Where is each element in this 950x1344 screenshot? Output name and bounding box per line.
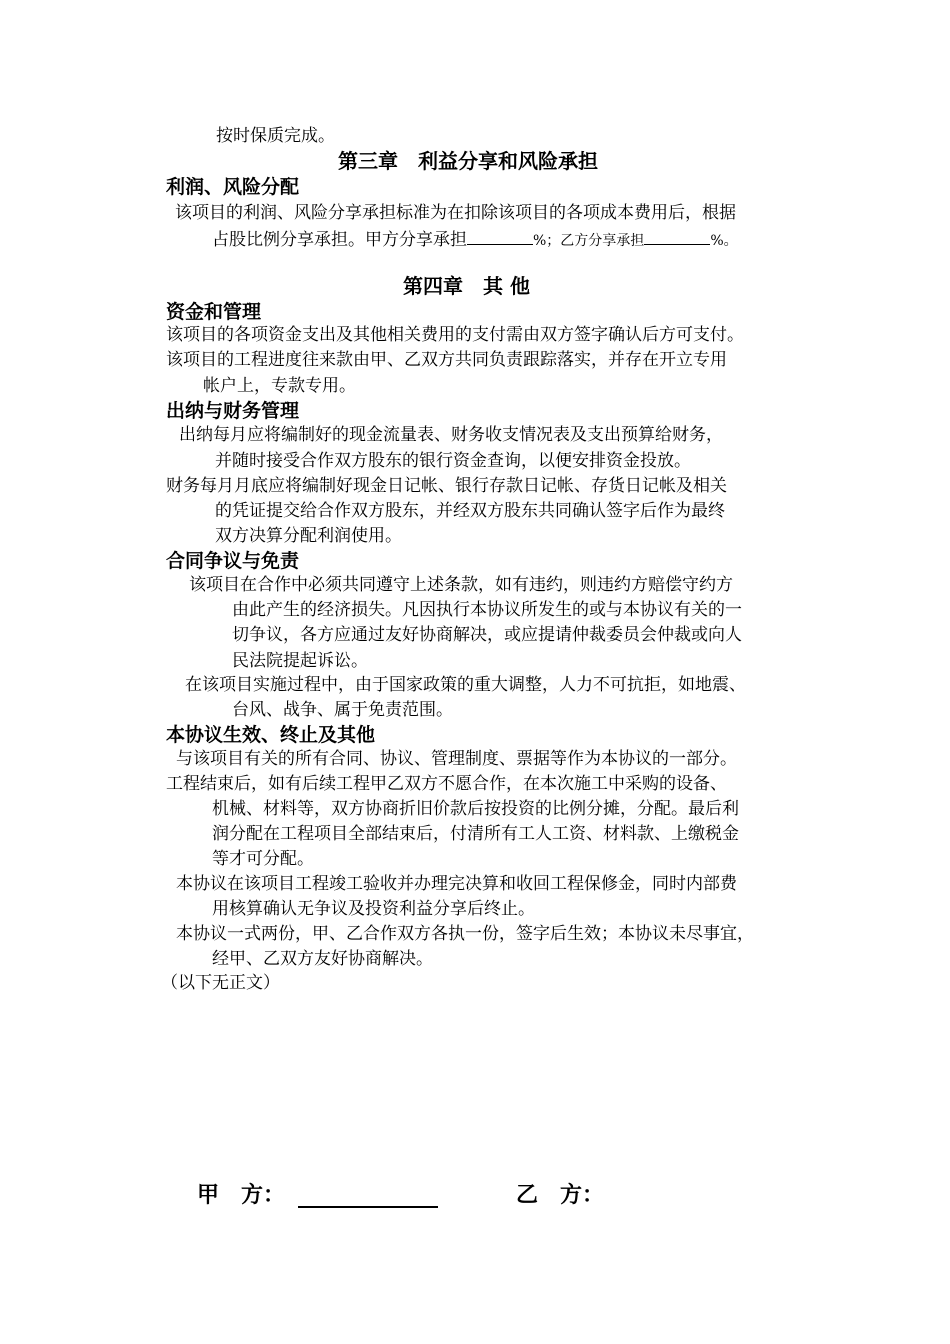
effect-line-4: 润分配在工程项目全部结束后，付清所有工人工资、材料款、上缴税金 — [212, 824, 739, 844]
heading-fund-management: 资金和管理 — [166, 301, 262, 323]
fund-line-1: 该项目的各项资金支出及其他相关费用的支付需由双方签字确认后方可支付。 — [166, 325, 744, 345]
finance-line-3: 双方决算分配利润使用。 — [215, 526, 402, 546]
line-completion: 按时保质完成。 — [216, 126, 335, 146]
cashier-line-2: 并随时接受合作双方股东的银行资金查询，以便安排资金投放。 — [215, 451, 691, 471]
party-a-share-blank[interactable] — [467, 228, 533, 245]
finance-line-1: 财务每月月底应将编制好现金日记帐、银行存款日记帐、存货日记帐及相关 — [166, 476, 727, 496]
finance-line-2: 的凭证提交给合作双方股东，并经双方股东共同确认签字后作为最终 — [215, 501, 725, 521]
party-b-label: 乙 方： — [516, 1183, 605, 1208]
fund-line-2: 该项目的工程进度往来款由甲、乙双方共同负责跟踪落实，并存在开立专用 — [166, 350, 727, 370]
heading-profit-risk: 利润、风险分配 — [166, 176, 300, 198]
effect-line-9: 经甲、乙双方友好协商解决。 — [212, 949, 433, 969]
exemption-line-1: 在该项目实施过程中，由于国家政策的重大调整，人力不可抗拒，如地震、 — [185, 675, 746, 695]
effect-line-8: 本协议一式两份，甲、乙合作双方各执一份，签字后生效；本协议未尽事宜， — [176, 924, 754, 944]
effect-line-3: 机械、材料等，双方协商折旧价款后按投资的比例分摊，分配。最后利 — [212, 799, 739, 819]
effect-line-1: 与该项目有关的所有合同、协议、管理制度、票据等作为本协议的一部分。 — [176, 749, 737, 769]
chapter-4-title: 第四章 其 他 — [403, 274, 530, 298]
heading-effect-termination: 本协议生效、终止及其他 — [166, 724, 376, 746]
chapter-3-title: 第三章 利益分享和风险承担 — [338, 149, 598, 173]
dispute-line-2: 由此产生的经济损失。凡因执行本协议所发生的或与本协议有关的一 — [232, 600, 742, 620]
profit-share-text-c: %。 — [710, 233, 738, 249]
dispute-line-3: 切争议，各方应通过友好协商解决，或应提请仲裁委员会仲裁或向人 — [232, 625, 742, 645]
fund-line-3: 帐户上，专款专用。 — [203, 376, 356, 396]
party-b-share-blank[interactable] — [644, 228, 710, 245]
effect-line-6: 本协议在该项目工程竣工验收并办理完决算和收回工程保修金，同时内部费 — [176, 874, 737, 894]
end-of-text-note: （以下无正文） — [161, 973, 280, 993]
heading-cashier-finance: 出纳与财务管理 — [166, 400, 300, 422]
dispute-line-4: 民法院提起诉讼。 — [232, 651, 368, 671]
effect-line-2: 工程结束后，如有后续工程甲乙双方不愿合作，在本次施工中采购的设备、 — [166, 774, 727, 794]
cashier-line-1: 出纳每月应将编制好的现金流量表、财务收支情况表及支出预算给财务， — [179, 425, 723, 445]
effect-line-5: 等才可分配。 — [212, 849, 314, 869]
exemption-line-2: 台风、战争、属于免责范围。 — [232, 700, 453, 720]
party-a-label: 甲 方： — [197, 1183, 286, 1208]
profit-share-text-a: 占股比例分享承担。甲方分享承担 — [212, 230, 467, 250]
heading-dispute: 合同争议与免责 — [166, 550, 300, 572]
party-a-signature-line[interactable] — [298, 1206, 438, 1208]
dispute-line-1: 该项目在合作中必须共同遵守上述条款，如有违约，则违约方赔偿守约方 — [189, 575, 733, 595]
profit-share-text-b: %；乙方分享承担 — [533, 233, 645, 249]
profit-line-1: 该项目的利润、风险分享承担标准为在扣除该项目的各项成本费用后，根据 — [175, 203, 736, 223]
profit-line-2 — [212, 228, 738, 252]
effect-line-7: 用核算确认无争议及投资利益分享后终止。 — [212, 899, 535, 919]
